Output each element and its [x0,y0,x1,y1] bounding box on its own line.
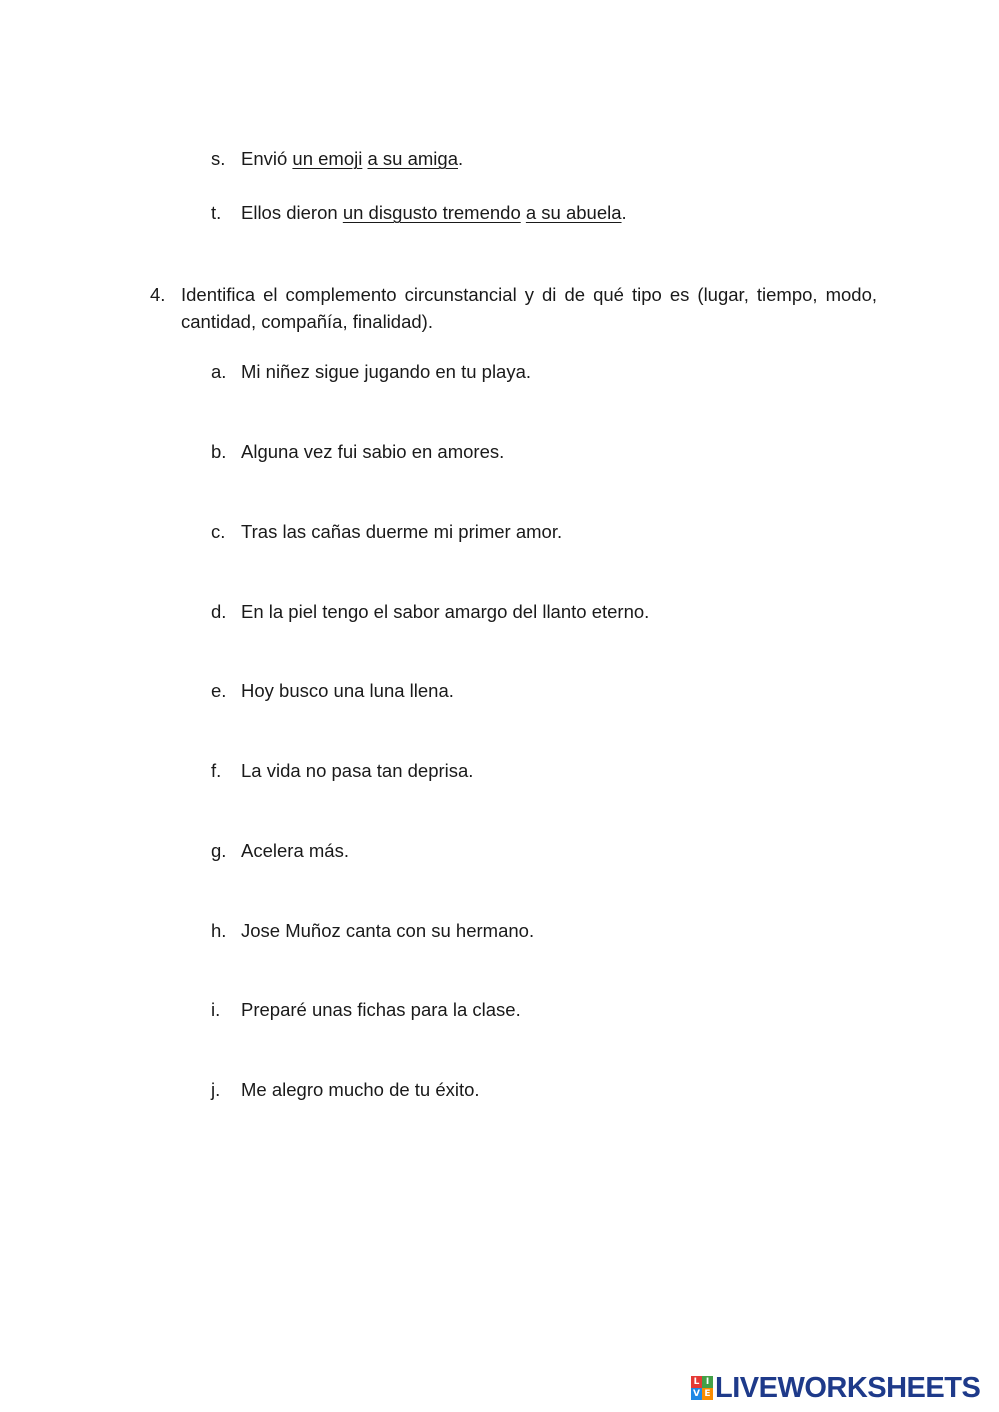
item-text: Preparé unas fichas para la clase. [241,999,521,1020]
item-marker: g. [211,840,227,861]
item-text: La vida no pasa tan deprisa. [241,760,474,781]
question-text: Identifica el complemento circunstancial y di de qué tipo es (lugar, tiempo, modo, cantidad, compañía, finalidad). [181,284,877,332]
underlined-phrase: a su amiga [367,148,458,169]
underlined-phrase: a su abuela [525,202,622,223]
underlined-phrase: un disgusto tremendo [342,202,521,223]
item-text: Envió un emoji a su amiga. [241,148,464,169]
item-marker: a. [211,361,227,382]
item-marker: i. [211,999,221,1020]
item-text: En la piel tengo el sabor amargo del llanto eterno. [241,601,650,622]
item-text: Hoy busco una luna llena. [241,680,454,701]
liveworksheets-logo [691,1372,980,1404]
item-text: Mi niñez sigue jugando en tu playa. [241,361,532,382]
item-marker: t. [211,202,222,223]
underlined-phrase: un emoji [292,148,363,169]
item-marker: f. [211,760,222,781]
liveworksheets-logo-icon: L I V E [691,1376,713,1400]
item-text: Ellos dieron un disgusto tremendo a su abuela. [241,202,627,223]
item-text: Tras las cañas duerme mi primer amor. [241,521,563,542]
item-text: Alguna vez fui sabio en amores. [241,441,505,462]
logo-text: LIVEWORKSHEETS [715,1371,981,1404]
question-4 [150,281,877,335]
item-marker: d. [211,601,227,622]
question-number: 4. [150,284,166,305]
item-text: Jose Muñoz canta con su hermano. [241,920,535,941]
item-marker: c. [211,521,226,542]
item-marker: b. [211,441,227,462]
item-text: Me alegro mucho de tu éxito. [241,1079,480,1100]
item-marker: h. [211,920,227,941]
item-text: Acelera más. [241,840,349,861]
item-marker: s. [211,148,226,169]
item-marker: j. [211,1079,221,1100]
item-marker: e. [211,680,227,701]
